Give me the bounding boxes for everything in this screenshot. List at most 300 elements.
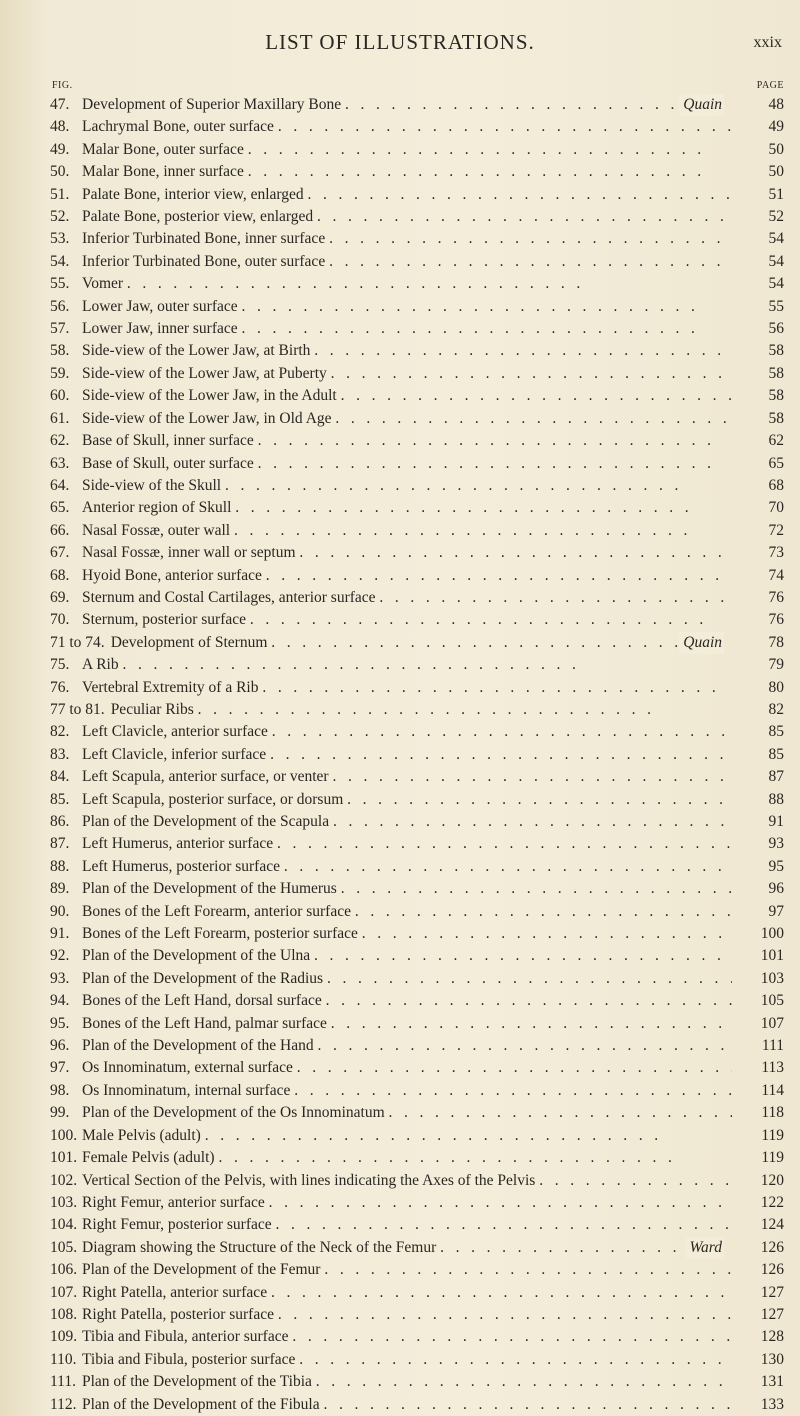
page-number: 80 [768, 678, 784, 696]
list-item [50, 1214, 784, 1236]
list-item [50, 273, 784, 295]
roman-page-number: xxix [753, 34, 782, 51]
page-number: 130 [760, 1350, 784, 1368]
list-item [50, 923, 784, 945]
list-item [50, 632, 784, 654]
figure-caption-cell [82, 296, 732, 318]
list-item [50, 1237, 784, 1259]
list-item [50, 1259, 784, 1281]
figure-source-author: Ward [686, 1237, 724, 1259]
figure-caption: Tibia and Fibula, posterior surface [82, 1350, 296, 1368]
page-number: 62 [768, 432, 784, 450]
figure-caption: Bones of the Left Forearm, anterior surface [82, 902, 351, 920]
figure-caption: Malar Bone, inner surface [82, 163, 244, 181]
page-number: 107 [760, 1014, 784, 1032]
figure-number: 68. [50, 566, 70, 584]
figure-caption-cell [82, 139, 732, 161]
list-item [50, 1192, 784, 1214]
figure-caption-cell [82, 1394, 732, 1416]
figure-number: 98. [50, 1081, 70, 1099]
list-item [50, 878, 784, 900]
figure-number: 102. [50, 1171, 78, 1189]
figure-caption: Plan of the Development of the Fibula [82, 1395, 320, 1413]
figure-caption: Palate Bone, interior view, enlarged [82, 185, 304, 203]
figure-number: 88. [50, 857, 70, 875]
page-number: 68 [768, 476, 784, 494]
figure-caption: Plan of the Development of the Os Innominatum [82, 1104, 385, 1122]
figure-number: 70. [50, 611, 70, 629]
list-item [50, 587, 784, 609]
figure-number: 75. [50, 656, 70, 674]
figure-caption-cell [82, 161, 732, 183]
figure-caption: Palate Bone, posterior view, enlarged [82, 208, 314, 226]
page-number: 52 [768, 208, 784, 226]
list-item [50, 990, 784, 1012]
list-item [50, 677, 784, 699]
figure-number: 49. [50, 140, 70, 158]
page-number: 101 [760, 947, 784, 965]
page-number: 131 [760, 1373, 784, 1391]
figure-caption: Right Patella, posterior surface [82, 1305, 274, 1323]
figure-number: 58. [50, 342, 70, 360]
figure-caption-cell [82, 833, 732, 855]
figure-caption: Lower Jaw, inner surface [82, 320, 238, 338]
figure-caption-cell [82, 901, 732, 923]
figure-caption-cell [82, 520, 732, 542]
list-item [50, 318, 784, 340]
figure-number: 65. [50, 499, 70, 517]
figure-caption-cell [82, 1057, 732, 1079]
list-item [50, 833, 784, 855]
figure-number: 110. [50, 1350, 77, 1368]
figure-caption: Anterior region of Skull [82, 499, 232, 517]
page-number: 50 [768, 163, 784, 181]
figure-caption: Female Pelvis (adult) [82, 1149, 215, 1167]
list-item [50, 811, 784, 833]
list-item [50, 1035, 784, 1057]
figure-caption: Left Humerus, anterior surface [82, 835, 274, 853]
page-number: 124 [760, 1216, 784, 1234]
figure-caption-cell [82, 94, 732, 116]
figure-caption: Left Clavicle, inferior surface [82, 745, 267, 763]
figure-caption: Inferior Turbinated Bone, inner surface [82, 230, 326, 248]
page-number: 58 [768, 387, 784, 405]
figure-caption-cell [82, 318, 732, 340]
figure-caption-cell [82, 228, 732, 250]
figure-number: 99. [50, 1104, 70, 1122]
figure-number: 89. [50, 880, 70, 898]
figure-number: 94. [50, 992, 70, 1010]
figure-caption: Nasal Fossæ, outer wall [82, 521, 231, 539]
list-item [50, 184, 784, 206]
figure-caption-cell [82, 385, 732, 407]
figure-caption: Plan of the Development of the Scapula [82, 813, 330, 830]
figure-number: 60. [50, 387, 70, 405]
page-number: 54 [768, 275, 784, 293]
figure-caption: A Rib [82, 656, 119, 674]
figure-number: 95. [50, 1014, 70, 1032]
page-number: 113 [761, 1059, 784, 1077]
page-number: 65 [768, 454, 784, 472]
page-number: 127 [760, 1305, 784, 1323]
page-number: 50 [768, 140, 784, 158]
figure-number: 54. [50, 252, 70, 270]
figure-caption-cell [82, 968, 732, 990]
figure-number: 57. [50, 320, 70, 338]
page-number: 54 [768, 230, 784, 248]
page-number: 122 [760, 1193, 784, 1211]
figure-caption-cell [82, 1259, 732, 1281]
page-number: 95 [768, 857, 784, 875]
page-number: 58 [768, 364, 784, 382]
page-number: 79 [768, 656, 784, 674]
figure-caption: Sternum and Costal Cartilages, anterior surface [82, 588, 376, 606]
list-item [50, 408, 784, 430]
figure-caption: Left Humerus, posterior surface [82, 857, 280, 875]
list-item [50, 139, 784, 161]
figure-number: 51. [50, 185, 70, 203]
figure-caption: Left Clavicle, anterior surface [82, 723, 268, 741]
figure-caption-cell [82, 744, 732, 766]
figure-caption: Development of Sternum [110, 633, 268, 651]
figure-caption-cell [82, 475, 732, 497]
page-number: 127 [760, 1283, 784, 1301]
list-item [50, 206, 784, 228]
figure-number: 92. [50, 947, 70, 965]
list-item [50, 1125, 784, 1147]
list-item [50, 1080, 784, 1102]
page-number: 76 [768, 611, 784, 629]
figure-caption: Left Scapula, posterior surface, or dorsum [82, 790, 344, 808]
list-item [50, 901, 784, 923]
figure-caption: Side-view of the Lower Jaw, in the Adult [82, 387, 337, 405]
list-item [50, 1102, 784, 1124]
figure-number: 105. [50, 1238, 78, 1256]
page-number: 85 [768, 745, 784, 763]
figure-caption-cell [82, 184, 732, 206]
figure-caption-cell [82, 1349, 732, 1371]
figure-caption: Right Femur, posterior surface [82, 1216, 272, 1234]
figure-caption-cell [82, 1102, 732, 1124]
figure-number: 108. [50, 1305, 78, 1323]
figure-caption-cell [82, 453, 732, 475]
figure-caption: Os Innominatum, external surface [82, 1059, 293, 1077]
figure-number: 103. [50, 1193, 78, 1211]
list-item [50, 520, 784, 542]
page-number: 51 [768, 185, 784, 203]
page-number: 58 [768, 409, 784, 427]
figure-caption: Plan of the Development of the Humerus [82, 880, 337, 898]
page-number: 100 [760, 925, 784, 943]
figure-caption: Peculiar Ribs [110, 700, 194, 718]
figure-source-author: Quain [679, 632, 724, 654]
figure-caption: Diagram showing the Structure of the Neck of the Femur [82, 1238, 437, 1256]
figure-caption-cell [82, 1214, 732, 1236]
list-item [50, 565, 784, 587]
figure-caption-cell [82, 542, 732, 564]
figure-caption-cell [82, 677, 732, 699]
figure-number: 100. [50, 1126, 78, 1144]
list-item [50, 161, 784, 183]
page-number: 119 [761, 1149, 784, 1167]
figure-caption-cell [82, 1080, 732, 1102]
figure-caption: Plan of the Development of the Femur [82, 1261, 321, 1279]
figure-number: 90. [50, 902, 70, 920]
figure-caption-cell [82, 766, 732, 788]
list-item [50, 766, 784, 788]
page-number: 133 [760, 1395, 784, 1413]
figure-caption-cell [82, 1326, 732, 1348]
page-number: 58 [768, 342, 784, 360]
page-number: 85 [768, 723, 784, 741]
list-item [50, 1371, 784, 1393]
figure-number: 76. [50, 678, 70, 696]
figure-caption: Sternum, posterior surface [82, 611, 246, 629]
page-number: 56 [768, 320, 784, 338]
figure-number: 53. [50, 230, 70, 248]
figure-caption-cell [82, 923, 732, 945]
list-item [50, 363, 784, 385]
figure-caption-cell [82, 408, 732, 430]
page-number: 72 [768, 521, 784, 539]
figure-caption: Plan of the Development of the Tibia [82, 1373, 312, 1391]
page-number: 105 [760, 992, 784, 1010]
page-number: 118 [761, 1104, 784, 1122]
figure-number: 84. [50, 768, 70, 786]
page-number: 128 [760, 1328, 784, 1346]
figure-caption-cell [82, 1170, 732, 1192]
illustrations-list [50, 94, 784, 1416]
figure-caption-cell [82, 206, 732, 228]
figure-caption-cell [82, 430, 732, 452]
figure-number: 63. [50, 454, 70, 472]
figure-caption-cell [82, 116, 732, 138]
figure-caption: Development of Superior Maxillary Bone [82, 96, 342, 113]
page-number: 88 [768, 790, 784, 808]
list-item [50, 296, 784, 318]
figure-caption: Malar Bone, outer surface [82, 140, 244, 158]
figure-number: 55. [50, 275, 70, 293]
figure-number: 62. [50, 432, 70, 450]
figure-number: 104. [50, 1216, 78, 1234]
list-item [50, 1349, 784, 1371]
figure-number: 48. [50, 118, 70, 136]
figure-caption-cell [82, 1035, 732, 1057]
figure-caption-cell [82, 811, 732, 833]
figure-caption: Side-view of the Lower Jaw, at Puberty [82, 364, 327, 382]
figure-caption: Bones of the Left Forearm, posterior surface [82, 925, 358, 943]
figure-caption-cell [82, 654, 732, 676]
figure-caption-cell [82, 721, 732, 743]
page-number: 120 [760, 1171, 784, 1189]
figure-number: 50. [50, 163, 70, 181]
page-number: 87 [768, 768, 784, 786]
list-item [50, 968, 784, 990]
figure-number: 107. [50, 1283, 78, 1301]
list-item [50, 609, 784, 631]
list-item [50, 340, 784, 362]
page-number: 54 [768, 252, 784, 270]
figure-number: 69. [50, 588, 70, 606]
list-item [50, 228, 784, 250]
page-number: 126 [760, 1238, 784, 1256]
list-item [50, 116, 784, 138]
list-item [50, 251, 784, 273]
page-number: 74 [768, 566, 784, 584]
figure-caption-cell [82, 1192, 732, 1214]
list-item [50, 1282, 784, 1304]
figure-number: 109. [50, 1328, 78, 1346]
figure-caption-cell [82, 1371, 732, 1393]
list-item [50, 1147, 784, 1169]
figure-caption: Bones of the Left Hand, dorsal surface [82, 992, 322, 1010]
figure-caption-cell [82, 878, 732, 900]
list-item [50, 385, 784, 407]
figure-number: 47. [50, 96, 70, 113]
figure-caption-cell [82, 1013, 732, 1035]
page-number: 97 [768, 902, 784, 920]
figure-number: 87. [50, 835, 70, 853]
figure-caption: Inferior Turbinated Bone, outer surface [82, 252, 326, 270]
figure-number: 83. [50, 745, 70, 763]
figure-caption-cell [82, 789, 732, 811]
figure-caption-cell [82, 1304, 732, 1326]
list-item [50, 497, 784, 519]
figure-caption: Side-view of the Skull [82, 476, 222, 494]
figure-number: 91. [50, 925, 70, 943]
figure-number: 86. [50, 813, 70, 830]
figure-number: 101. [50, 1149, 78, 1167]
figure-caption: Vomer [82, 275, 124, 293]
figure-caption: Lower Jaw, outer surface [82, 297, 238, 315]
figure-caption-cell [82, 990, 732, 1012]
figure-caption-cell [82, 251, 732, 273]
figure-caption: Lachrymal Bone, outer surface [82, 118, 274, 136]
page-column-label: PAGE [756, 80, 784, 91]
list-item [50, 1057, 784, 1079]
figure-caption: Vertical Section of the Pelvis, with lines indicating the Axes of the Pelvis [82, 1171, 536, 1189]
figure-caption: Right Patella, anterior surface [82, 1283, 268, 1301]
figure-caption-cell [82, 565, 732, 587]
figure-caption: Male Pelvis (adult) [82, 1126, 201, 1144]
page-number: 82 [768, 700, 784, 718]
list-item [50, 1394, 784, 1416]
list-item [50, 475, 784, 497]
page-title: LIST OF ILLUSTRATIONS. [265, 30, 535, 54]
list-item [50, 654, 784, 676]
figure-number: 85. [50, 790, 70, 808]
figure-caption: Tibia and Fibula, anterior surface [82, 1328, 289, 1346]
figure-number: 112. [50, 1395, 77, 1413]
page-number: 48 [768, 96, 784, 113]
figure-caption: Side-view of the Lower Jaw, at Birth [82, 342, 311, 360]
page-number: 103 [760, 969, 784, 987]
page-number: 76 [768, 588, 784, 606]
figure-number: 77 to 81. [50, 700, 105, 718]
page-number: 93 [768, 835, 784, 853]
figure-caption-cell [82, 273, 732, 295]
list-item [50, 430, 784, 452]
figure-caption: Bones of the Left Hand, palmar surface [82, 1014, 327, 1032]
list-item [50, 744, 784, 766]
figure-caption: Os Innominatum, internal surface [82, 1081, 291, 1099]
figure-caption-cell [111, 699, 732, 721]
figure-caption: Plan of the Development of the Ulna [82, 947, 311, 965]
list-item [50, 789, 784, 811]
list-item [50, 1170, 784, 1192]
page-number: 70 [768, 499, 784, 517]
page-number: 126 [760, 1261, 784, 1279]
figure-number: 106. [50, 1261, 78, 1279]
column-headings [52, 80, 784, 94]
figure-caption-cell [82, 340, 732, 362]
figure-caption: Base of Skull, inner surface [82, 432, 254, 450]
figure-caption: Side-view of the Lower Jaw, in Old Age [82, 409, 332, 427]
list-item [50, 1013, 784, 1035]
figure-caption-cell [82, 1147, 732, 1169]
list-item [50, 1326, 784, 1348]
figure-number: 56. [50, 297, 70, 315]
figure-number: 66. [50, 521, 70, 539]
figure-caption-cell [82, 609, 732, 631]
figure-caption-cell [111, 632, 732, 654]
list-item [50, 542, 784, 564]
list-item [50, 945, 784, 967]
list-item [50, 856, 784, 878]
page-number: 49 [768, 118, 784, 136]
figure-number: 111. [50, 1373, 76, 1391]
figure-caption-cell [82, 363, 732, 385]
page-number: 73 [768, 544, 784, 562]
figure-caption: Plan of the Development of the Hand [82, 1037, 314, 1055]
figure-number: 59. [50, 364, 70, 382]
figure-source-author: Quain [679, 94, 724, 116]
figure-caption: Base of Skull, outer surface [82, 454, 254, 472]
list-item [50, 1304, 784, 1326]
figure-number: 93. [50, 969, 70, 987]
figure-number: 52. [50, 208, 70, 226]
figure-caption-cell [82, 587, 732, 609]
figure-number: 82. [50, 723, 70, 741]
figure-number: 61. [50, 409, 70, 427]
list-item [50, 699, 784, 721]
list-item [50, 94, 784, 116]
figure-number: 67. [50, 544, 70, 562]
figure-caption-cell [82, 497, 732, 519]
figure-number: 64. [50, 476, 70, 494]
figure-number: 96. [50, 1037, 70, 1055]
figure-number: 71 to 74. [50, 633, 105, 651]
figure-caption-cell [82, 856, 732, 878]
figure-caption: Left Scapula, anterior surface, or venter [82, 768, 329, 786]
figure-caption-cell [82, 1237, 732, 1259]
figure-caption: Hyoid Bone, anterior surface [82, 566, 262, 584]
page-number: 119 [761, 1126, 784, 1144]
page-number: 78 [768, 633, 784, 651]
page-number: 114 [761, 1081, 784, 1099]
list-item [50, 453, 784, 475]
figure-caption: Vertebral Extremity of a Rib [82, 678, 259, 696]
page-number: 111 [761, 1037, 784, 1055]
page-number: 55 [768, 297, 784, 315]
figure-caption-cell [82, 945, 732, 967]
fig-column-label: FIG. [52, 80, 73, 91]
figure-caption: Nasal Fossæ, inner wall or septum [82, 544, 296, 562]
figure-caption: Plan of the Development of the Radius [82, 969, 324, 987]
page-number: 96 [768, 880, 784, 898]
figure-caption: Right Femur, anterior surface [82, 1193, 265, 1211]
figure-number: 97. [50, 1059, 70, 1077]
